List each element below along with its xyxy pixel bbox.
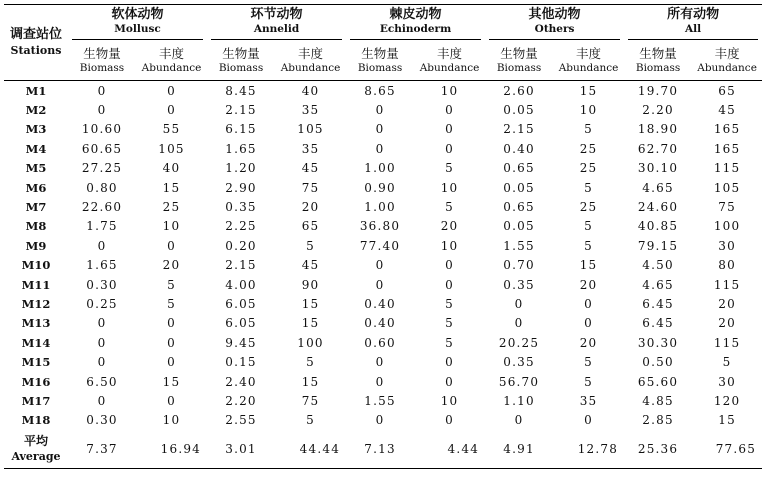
biomass-cell: 22.60 — [81, 200, 123, 215]
abundance-cell: 30 — [718, 238, 736, 253]
station-cell: M2 — [25, 103, 47, 118]
station-cell: M7 — [25, 200, 47, 215]
biomass-cell: 1.75 — [86, 219, 118, 234]
biomass-cell: 2.20 — [642, 103, 674, 118]
abundance-cell: 20 — [579, 277, 598, 292]
average-label: 平均 Average — [4, 430, 68, 469]
biomass-cell: 56.70 — [498, 374, 540, 389]
abundance-cell: 20 — [301, 200, 320, 215]
abundance-cell: 100 — [297, 335, 324, 350]
group-header-annelid: 环节动物 Annelid — [207, 5, 346, 43]
abundance-cell: 45 — [301, 258, 320, 273]
abundance-cell: 105 — [713, 180, 741, 195]
abundance-cell: 65 — [718, 83, 736, 98]
biomass-header: 生物量 Biomass — [207, 42, 275, 81]
biomass-header: 生物量 Biomass — [624, 42, 692, 81]
biomass-cell: 0.70 — [503, 258, 535, 273]
biomass-cell: 1.55 — [503, 238, 535, 253]
biomass-cell: 30.30 — [637, 335, 679, 350]
biomass-cell: 19.70 — [637, 83, 679, 98]
group-header-others: 其他动物 Others — [485, 5, 624, 43]
biomass-cell: 4.50 — [642, 258, 674, 273]
average-abundance-cell: 44.44 — [275, 430, 346, 469]
abundance-cell: 100 — [713, 219, 741, 234]
biomass-cell: 0.65 — [503, 161, 535, 176]
abundance-cell: 15 — [579, 83, 598, 98]
biomass-cell: 6.50 — [86, 374, 118, 389]
biomass-cell: 2.90 — [225, 180, 257, 195]
abundance-cell: 15 — [301, 374, 320, 389]
biomass-cell: 0 — [97, 83, 107, 98]
biomass-cell: 0 — [375, 374, 385, 389]
station-cell: M5 — [25, 161, 47, 176]
abundance-cell: 65 — [301, 219, 320, 234]
abundance-cell: 115 — [713, 335, 741, 350]
biomass-cell: 62.70 — [637, 141, 679, 156]
station-cell: M18 — [21, 413, 51, 428]
biomass-cell: 2.25 — [225, 219, 257, 234]
group-header-row — [4, 5, 762, 43]
biomass-cell: 1.20 — [225, 161, 257, 176]
abundance-cell: 105 — [297, 122, 324, 137]
biomass-cell: 0 — [97, 355, 107, 370]
abundance-cell: 0 — [167, 393, 176, 408]
abundance-cell: 5 — [584, 122, 593, 137]
biomass-cell: 0 — [375, 258, 385, 273]
biomass-cell: 6.05 — [225, 296, 257, 311]
abundance-cell: 5 — [722, 355, 732, 370]
abundance-cell: 35 — [301, 141, 320, 156]
group-header-echinoderm: 棘皮动物 Echinoderm — [346, 5, 485, 43]
biomass-cell: 60.65 — [81, 141, 123, 156]
biomass-cell: 0.40 — [364, 296, 396, 311]
abundance-cell: 10 — [162, 413, 181, 428]
abundance-cell: 5 — [445, 316, 454, 331]
biomass-cell: 0.35 — [503, 355, 535, 370]
abundance-cell: 35 — [301, 103, 320, 118]
abundance-cell: 45 — [301, 161, 320, 176]
abundance-header: 丰度 Abundance — [275, 42, 346, 81]
abundance-cell: 20 — [440, 219, 459, 234]
biomass-cell: 1.55 — [364, 393, 396, 408]
biomass-cell: 20.25 — [498, 335, 540, 350]
abundance-cell: 0 — [445, 413, 454, 428]
biomass-cell: 2.40 — [225, 374, 257, 389]
station-cell: M11 — [21, 277, 51, 292]
abundance-cell: 105 — [158, 141, 185, 156]
biomass-cell: 77.40 — [359, 238, 401, 253]
abundance-cell: 0 — [584, 316, 593, 331]
biomass-cell: 8.45 — [225, 83, 257, 98]
abundance-header: 丰度 Abundance — [136, 42, 207, 81]
abundance-cell: 25 — [162, 200, 181, 215]
abundance-cell: 15 — [162, 374, 181, 389]
abundance-cell: 20 — [579, 335, 598, 350]
biomass-cell: 0 — [375, 103, 385, 118]
biomass-cell: 0.50 — [642, 355, 674, 370]
biomass-cell: 0 — [375, 122, 385, 137]
abundance-cell: 10 — [440, 393, 459, 408]
abundance-cell: 5 — [584, 180, 593, 195]
biomass-cell: 0 — [514, 316, 524, 331]
biomass-cell: 0 — [97, 103, 107, 118]
biomass-cell: 6.45 — [642, 316, 674, 331]
abundance-cell: 0 — [445, 141, 454, 156]
biomass-cell: 0.35 — [225, 200, 257, 215]
group-header-all: 所有动物 All — [624, 5, 762, 43]
biomass-cell: 1.65 — [86, 258, 118, 273]
abundance-cell: 40 — [301, 83, 320, 98]
station-cell: M6 — [25, 180, 47, 195]
average-abundance-cell: 12.78 — [553, 430, 624, 469]
abundance-cell: 75 — [301, 393, 320, 408]
biomass-header: 生物量 Biomass — [485, 42, 553, 81]
biomass-cell: 4.65 — [642, 180, 674, 195]
table-row — [4, 159, 762, 178]
abundance-cell: 0 — [167, 238, 176, 253]
abundance-cell: 5 — [584, 355, 593, 370]
group-header-mollusc: 软体动物 Mollusc — [68, 5, 207, 43]
abundance-cell: 15 — [718, 413, 736, 428]
abundance-cell: 120 — [713, 393, 741, 408]
biomass-cell: 1.00 — [364, 200, 396, 215]
biomass-cell: 0 — [97, 335, 107, 350]
abundance-cell: 10 — [440, 238, 459, 253]
biomass-cell: 30.10 — [637, 161, 679, 176]
station-cell: M14 — [21, 335, 51, 350]
abundance-cell: 0 — [584, 413, 593, 428]
abundance-header: 丰度 Abundance — [414, 42, 485, 81]
biomass-cell: 0.30 — [86, 277, 118, 292]
biomass-cell: 0 — [375, 413, 385, 428]
abundance-cell: 5 — [584, 374, 593, 389]
abundance-cell: 30 — [718, 374, 736, 389]
abundance-cell: 10 — [440, 180, 459, 195]
biomass-cell: 0 — [97, 316, 107, 331]
abundance-cell: 0 — [445, 103, 454, 118]
biomass-cell: 6.05 — [225, 316, 257, 331]
abundance-cell: 15 — [301, 316, 320, 331]
abundance-cell: 0 — [445, 355, 454, 370]
table-row — [4, 236, 762, 255]
station-cell: M3 — [25, 122, 47, 137]
table-row — [4, 411, 762, 430]
biomass-cell: 2.15 — [225, 258, 257, 273]
biomass-cell: 0 — [514, 296, 524, 311]
table-row — [4, 139, 762, 158]
biomass-cell: 0.20 — [225, 238, 257, 253]
abundance-cell: 45 — [718, 103, 736, 118]
abundance-cell: 0 — [445, 122, 454, 137]
abundance-cell: 5 — [445, 335, 454, 350]
biomass-cell: 6.45 — [642, 296, 674, 311]
biomass-cell: 0 — [97, 393, 107, 408]
biomass-cell: 2.60 — [503, 83, 535, 98]
station-cell: M17 — [21, 393, 51, 408]
table-row — [4, 100, 762, 119]
abundance-cell: 80 — [718, 258, 736, 273]
station-cell: M8 — [25, 219, 47, 234]
biomass-cell: 0.35 — [503, 277, 535, 292]
table-row — [4, 391, 762, 410]
abundance-cell: 25 — [579, 161, 598, 176]
abundance-cell: 5 — [167, 296, 176, 311]
biomass-cell: 2.15 — [225, 103, 257, 118]
biomass-cell: 1.10 — [503, 393, 535, 408]
abundance-cell: 25 — [579, 200, 598, 215]
average-biomass-cell: 7.13 — [346, 430, 414, 469]
biomass-cell: 0.05 — [503, 180, 535, 195]
abundance-cell: 20 — [718, 316, 736, 331]
table-row — [4, 217, 762, 236]
abundance-header: 丰度 Abundance — [553, 42, 624, 81]
abundance-cell: 15 — [301, 296, 320, 311]
biomass-cell: 2.20 — [225, 393, 257, 408]
table-row — [4, 120, 762, 139]
biomass-header: 生物量 Biomass — [68, 42, 136, 81]
biomass-cell: 0.30 — [86, 413, 118, 428]
average-biomass-cell: 3.01 — [207, 430, 275, 469]
abundance-cell: 0 — [167, 355, 176, 370]
stations-header: 调查站位 Stations — [4, 5, 68, 81]
biomass-cell: 1.00 — [364, 161, 396, 176]
abundance-cell: 40 — [162, 161, 181, 176]
biomass-cell: 40.85 — [637, 219, 679, 234]
biomass-cell: 0.60 — [364, 335, 396, 350]
biomass-cell: 0 — [375, 277, 385, 292]
biomass-cell: 9.45 — [225, 335, 257, 350]
abundance-cell: 35 — [579, 393, 598, 408]
abundance-cell: 165 — [713, 122, 741, 137]
biomass-cell: 0.40 — [503, 141, 535, 156]
biomass-cell: 8.65 — [364, 83, 396, 98]
abundance-cell: 0 — [445, 277, 454, 292]
biomass-cell: 6.15 — [225, 122, 257, 137]
abundance-cell: 5 — [306, 413, 315, 428]
abundance-cell: 55 — [162, 122, 181, 137]
table-row — [4, 372, 762, 391]
biomass-cell: 24.60 — [637, 200, 679, 215]
biomass-cell: 79.15 — [637, 238, 679, 253]
biomass-cell: 10.60 — [81, 122, 123, 137]
station-cell: M9 — [25, 238, 47, 253]
table-row — [4, 275, 762, 294]
biomass-cell: 4.65 — [642, 277, 674, 292]
abundance-cell: 165 — [713, 141, 741, 156]
biomass-cell: 0.90 — [364, 180, 396, 195]
abundance-cell: 75 — [301, 180, 320, 195]
biomass-cell: 4.00 — [225, 277, 257, 292]
abundance-cell: 25 — [579, 141, 598, 156]
biomass-cell: 0.15 — [225, 355, 257, 370]
station-cell: M4 — [25, 141, 47, 156]
station-cell: M16 — [21, 374, 51, 389]
average-abundance-cell: 4.44 — [414, 430, 485, 469]
abundance-cell: 15 — [162, 180, 181, 195]
biomass-cell: 0 — [514, 413, 524, 428]
biomass-cell: 0.05 — [503, 103, 535, 118]
average-biomass-cell: 7.37 — [68, 430, 136, 469]
table-body — [4, 81, 762, 469]
abundance-cell: 20 — [718, 296, 736, 311]
abundance-cell: 15 — [579, 258, 598, 273]
biomass-cell: 1.65 — [225, 141, 257, 156]
average-row — [4, 430, 762, 469]
table-row — [4, 178, 762, 197]
abundance-cell: 0 — [167, 316, 176, 331]
biomass-cell: 36.80 — [359, 219, 401, 234]
abundance-cell: 90 — [301, 277, 320, 292]
abundance-cell: 5 — [445, 161, 454, 176]
abundance-cell: 10 — [162, 219, 181, 234]
biomass-cell: 18.90 — [637, 122, 679, 137]
abundance-cell: 5 — [306, 238, 315, 253]
abundance-cell: 10 — [440, 83, 459, 98]
table-row — [4, 352, 762, 371]
table-row — [4, 294, 762, 313]
biomass-cell: 4.85 — [642, 393, 674, 408]
biomass-cell: 0.80 — [86, 180, 118, 195]
station-cell: M15 — [21, 355, 51, 370]
abundance-cell: 0 — [445, 374, 454, 389]
table-row — [4, 81, 762, 101]
biomass-cell: 0.65 — [503, 200, 535, 215]
abundance-cell: 10 — [579, 103, 598, 118]
biomass-cell: 0.05 — [503, 219, 535, 234]
station-cell: M13 — [21, 316, 51, 331]
table-row — [4, 197, 762, 216]
biomass-cell: 0.25 — [86, 296, 118, 311]
abundance-cell: 20 — [162, 258, 181, 273]
abundance-cell: 115 — [713, 161, 741, 176]
station-cell: M12 — [21, 296, 51, 311]
biomass-cell: 65.60 — [637, 374, 679, 389]
biomass-cell: 0.40 — [364, 316, 396, 331]
abundance-cell: 5 — [445, 296, 454, 311]
abundance-header: 丰度 Abundance — [692, 42, 762, 81]
abundance-cell: 115 — [713, 277, 741, 292]
average-abundance-cell: 16.94 — [136, 430, 207, 469]
station-cell: M10 — [21, 258, 51, 273]
biomass-header: 生物量 Biomass — [346, 42, 414, 81]
table-row — [4, 314, 762, 333]
biomass-cell: 0 — [375, 141, 385, 156]
abundance-cell: 5 — [584, 219, 593, 234]
abundance-cell: 5 — [167, 277, 176, 292]
abundance-cell: 5 — [445, 200, 454, 215]
biomass-cell: 2.85 — [642, 413, 674, 428]
average-abundance-cell: 77.65 — [692, 430, 762, 469]
biomass-cell: 0 — [97, 238, 107, 253]
benthic-fauna-table — [4, 4, 762, 469]
abundance-cell: 0 — [584, 296, 593, 311]
abundance-cell: 0 — [167, 103, 176, 118]
table-row — [4, 256, 762, 275]
station-cell: M1 — [25, 83, 47, 98]
abundance-cell: 75 — [718, 200, 736, 215]
average-biomass-cell: 4.91 — [485, 430, 553, 469]
sub-header-row — [4, 42, 762, 81]
table-row — [4, 333, 762, 352]
biomass-cell: 0 — [375, 355, 385, 370]
abundance-cell: 0 — [167, 335, 176, 350]
biomass-cell: 2.55 — [225, 413, 257, 428]
abundance-cell: 0 — [445, 258, 454, 273]
biomass-cell: 2.15 — [503, 122, 535, 137]
abundance-cell: 0 — [167, 83, 176, 98]
abundance-cell: 5 — [306, 355, 315, 370]
abundance-cell: 5 — [584, 238, 593, 253]
biomass-cell: 27.25 — [81, 161, 123, 176]
average-biomass-cell: 25.36 — [624, 430, 692, 469]
